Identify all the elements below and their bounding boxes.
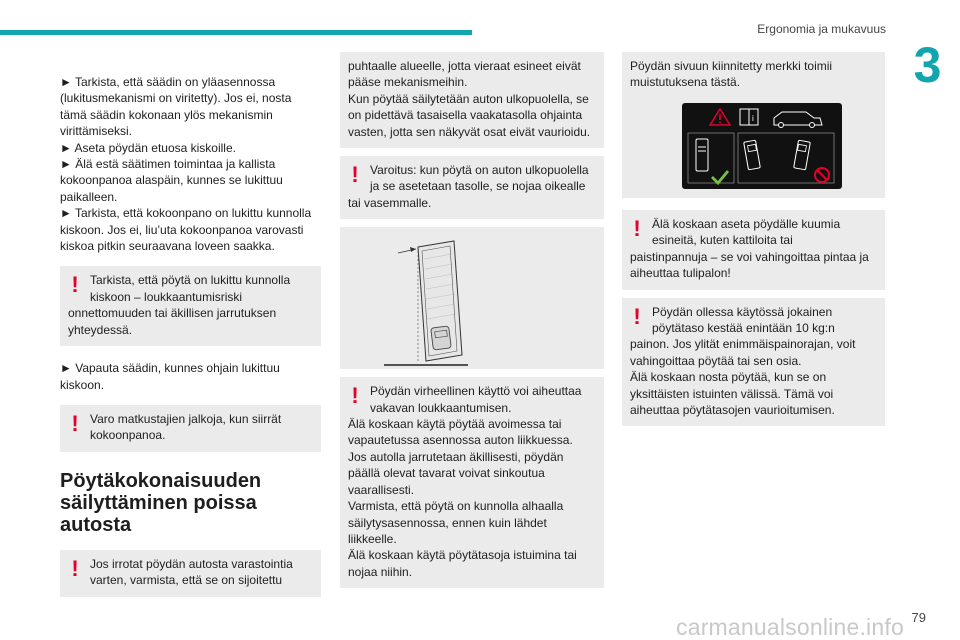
text-line: Tarkista, että pöytä on lukittu kunnolla	[90, 273, 291, 288]
section-title: Ergonomia ja mukavuus	[757, 22, 886, 36]
table-reminder-label	[682, 103, 842, 189]
text-line: kokoonpanoa.	[90, 428, 166, 443]
text-line: yksittäisten istuinten välissä. Tämä voi	[630, 386, 834, 401]
svg-text:i: i	[752, 113, 754, 123]
text-line: (lukitusmekanismi on viritetty). Jos ei, nosta	[60, 91, 292, 106]
page-number: 79	[911, 610, 926, 625]
text-line: ► Aseta pöydän etuosa kiskoille.	[60, 140, 236, 155]
text-line: pöytätaso kestää enintään 10 kg:n	[652, 321, 835, 336]
text-line: tämä säädin kokonaan ylös mekanismin	[60, 107, 273, 122]
text-line: on pidettävä tasaisella vaakatasolla ohjainta	[348, 108, 583, 123]
heading-line: säilyttäminen poissa	[60, 491, 257, 514]
warning-box	[340, 377, 604, 588]
section-heading	[60, 470, 343, 536]
text-line: vahingoittaa pöytää tai sen osia.	[630, 353, 802, 368]
warning-icon: !	[351, 383, 359, 409]
warning-box	[60, 266, 321, 346]
warning-icon: !	[71, 272, 79, 298]
text-line: Varoitus: kun pöytä on auton ulkopuolella	[370, 163, 589, 178]
text-line: vapautetussa asennossa auton liikkuessa.	[348, 433, 573, 448]
text-line: Kun pöytää säilytetään auton ulkopuolella, se	[348, 91, 589, 106]
chapter-number: 3	[913, 37, 942, 93]
instructions-1	[60, 52, 343, 254]
heading-line: autosta	[60, 513, 132, 536]
column-2	[340, 52, 623, 588]
text-line: yhteydessä.	[68, 322, 133, 337]
text-line: Varo matkustajien jalkoja, kun siirrät	[90, 411, 282, 426]
text-line: paikalleen.	[60, 189, 118, 204]
text-line: virittämiseksi.	[60, 124, 133, 139]
instructions-2	[60, 360, 343, 393]
text-line: muistutuksena tästä.	[630, 75, 741, 90]
column-3	[622, 52, 905, 426]
column-1	[60, 52, 343, 597]
text-line: aiheuttaa tulipalon!	[630, 266, 731, 281]
text-line: vaarallisesti.	[348, 482, 415, 497]
text-line: ► Tarkista, että kokoonpano on lukittu kunnolla	[60, 206, 312, 221]
text-line: kokoonpanoa alaspäin, kunnes se lukittuu	[60, 173, 283, 188]
header-accent-bar	[0, 30, 472, 35]
warning-box	[60, 550, 321, 597]
text-line: ja se asetetaan tasolle, se nojaa oikealle	[370, 179, 586, 194]
warning-icon: !	[633, 216, 641, 241]
label-info-box	[622, 52, 885, 198]
warning-icon: !	[71, 410, 79, 436]
text-line: nojaa niihin.	[348, 564, 413, 579]
info-box	[340, 52, 604, 148]
text-line: painon. Jos ylität enimmäispainorajan, voit	[630, 337, 856, 352]
warning-box	[340, 156, 604, 219]
text-line: Älä koskaan käytä pöytää avoimessa tai	[348, 417, 562, 432]
text-line: säilytysasennossa, ennen kuin lähdet	[348, 515, 547, 530]
text-line: esineitä, kuten kattiloita tai	[652, 233, 793, 248]
watermark: carmanualsonline.info	[676, 614, 904, 640]
text-line: kiskoon.	[60, 377, 105, 392]
text-line: paistinpannuja – se voi vahingoittaa pintaa ja	[630, 249, 869, 264]
text-line: päällä olevat tavarat voivat sinkoutua	[348, 466, 545, 481]
text-line: tai vasemmalle.	[348, 195, 432, 210]
warning-box	[622, 210, 885, 290]
text-line: kiskoon – loukkaantumisriski	[90, 289, 243, 304]
table-tilt-illustration	[340, 227, 604, 369]
text-line: Pöydän ollessa käytössä jokainen	[652, 304, 833, 319]
text-line: Älä koskaan aseta pöydälle kuumia	[652, 217, 841, 231]
text-line: puhtaalle alueelle, jotta vieraat esineet eivät	[348, 59, 581, 73]
illustration-box	[340, 227, 604, 369]
text-line: Jos autolla jarrutetaan äkillisesti, pöydän	[348, 449, 564, 464]
text-line: ► Vapauta säädin, kunnes ohjain lukittuu	[60, 361, 280, 376]
warning-icon: !	[71, 555, 79, 581]
text-line: Pöydän sivuun kiinnitetty merkki toimii	[630, 59, 833, 73]
warning-icon: !	[633, 303, 641, 329]
stored-table-drawing	[384, 241, 468, 365]
text-line: Jos irrotat pöydän autosta varastointia	[90, 556, 293, 571]
text-line: ► Tarkista, että säädin on yläasennossa	[60, 75, 276, 89]
text-line: vakavan loukkaantumisen.	[370, 400, 512, 415]
text-line: kiskoa pitkin seuraavana loveen saakka.	[60, 239, 275, 254]
text-line: Älä koskaan käytä pöytätasoja istuimina tai	[348, 548, 577, 563]
text-line: liikkeelle.	[348, 531, 397, 546]
text-line: kiskoon. Jos ei, liu’uta kokoonpanoa varovasti	[60, 222, 304, 237]
warning-box	[60, 405, 321, 452]
warning-icon: !	[351, 162, 359, 188]
text-line: varten, varmista, että se on sijoitettu	[90, 573, 283, 588]
text-line: vasten, jotta sen näkyvät osat eivät vaurioidu.	[348, 124, 591, 139]
text-line: aiheuttaa pöytätasojen vaurioitumisen.	[630, 403, 835, 418]
heading-line: Pöytäkokonaisuuden	[60, 469, 262, 492]
text-line: ► Älä estä säätimen toimintaa ja kallista	[60, 157, 276, 172]
text-line: pääse mekanismeihin.	[348, 75, 468, 90]
text-line: Varmista, että pöytä on kunnolla alhaalla	[348, 499, 564, 514]
text-line: Älä koskaan nosta pöytää, kun se on	[630, 370, 827, 385]
warning-box	[622, 298, 885, 427]
text-line: Pöydän virheellinen käyttö voi aiheuttaa	[370, 384, 582, 399]
text-line: onnettomuuden tai äkillisen jarrutuksen	[68, 306, 277, 321]
